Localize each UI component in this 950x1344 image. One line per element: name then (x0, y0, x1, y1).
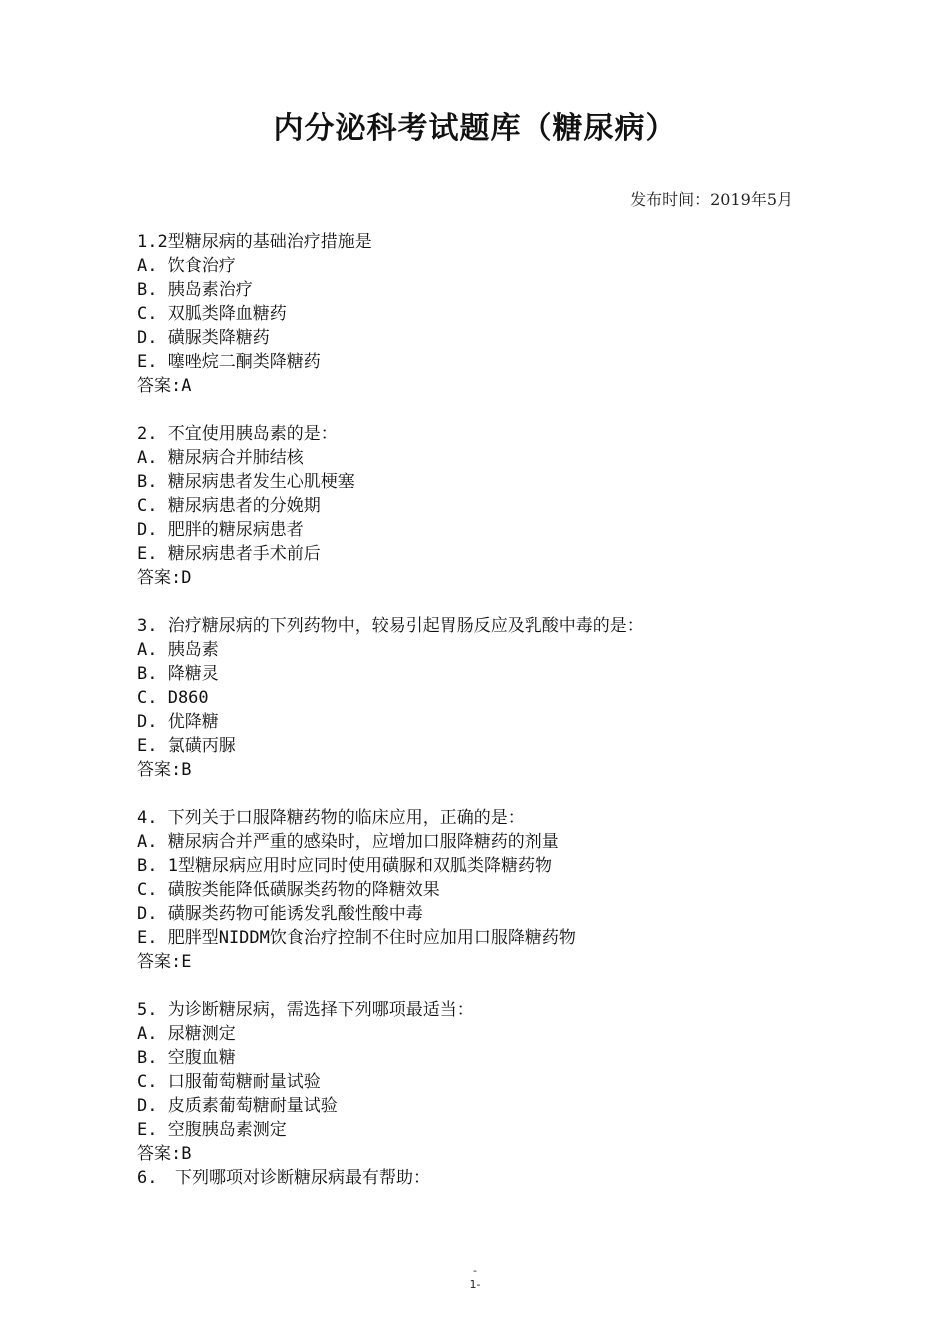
option-a: A. 饮食治疗 (137, 256, 236, 276)
answer: 答案:B (137, 760, 192, 780)
question-stem: 5. 为诊断糖尿病，需选择下列哪项最适当： (137, 1000, 474, 1020)
question-stem: 1.2型糖尿病的基础治疗措施是 (137, 232, 372, 252)
answer: 答案:A (137, 376, 192, 396)
option-b: B. 胰岛素治疗 (137, 280, 253, 300)
answer: 答案:B (137, 1144, 192, 1164)
option-d: D. 优降糖 (137, 712, 219, 732)
page-footer (0, 1264, 950, 1292)
option-a: A. 糖尿病合并严重的感染时，应增加口服降糖药的剂量 (137, 832, 559, 852)
option-e: E. 氯磺丙脲 (137, 736, 236, 756)
question-2 (137, 422, 837, 590)
option-c: C. 口服葡萄糖耐量试验 (137, 1072, 321, 1092)
question-5 (137, 998, 837, 1166)
option-d: D. 肥胖的糖尿病患者 (137, 520, 304, 540)
option-a: A. 尿糖测定 (137, 1024, 236, 1044)
option-e: E. 空腹胰岛素测定 (137, 1120, 287, 1140)
page-title: 内分泌科考试题库（糖尿病） (273, 111, 677, 146)
question-1 (137, 230, 837, 398)
question-stem: 3. 治疗糖尿病的下列药物中，较易引起胃肠反应及乳酸中毒的是： (137, 616, 644, 636)
option-b: B. 糖尿病患者发生心肌梗塞 (137, 472, 355, 492)
option-e: E. 肥胖型NIDDM饮食治疗控制不住时应加用口服降糖药物 (137, 928, 576, 948)
question-number: 6. (137, 1168, 158, 1188)
option-e: E. 噻唑烷二酮类降糖药 (137, 352, 321, 372)
option-d: D. 磺脲类降糖药 (137, 328, 270, 348)
question-stem: 2. 不宜使用胰岛素的是： (137, 424, 338, 444)
answer: 答案:E (137, 952, 192, 972)
question-6 (137, 1166, 837, 1190)
option-a: A. 胰岛素 (137, 640, 219, 660)
option-c: C. 糖尿病患者的分娩期 (137, 496, 321, 516)
question-stem (137, 1166, 837, 1190)
option-a: A. 糖尿病合并肺结核 (137, 448, 304, 468)
question-3 (137, 614, 837, 782)
footer-dash: - (473, 1264, 477, 1277)
question-text: 下列哪项对诊断糖尿病最有帮助： (175, 1168, 430, 1188)
option-e: E. 糖尿病患者手术前后 (137, 544, 321, 564)
question-list (137, 230, 837, 1214)
option-d: D. 磺脲类药物可能诱发乳酸性酸中毒 (137, 904, 423, 924)
question-4 (137, 806, 837, 974)
option-c: C. D860 (137, 688, 209, 708)
option-c: C. 磺胺类能降低磺脲类药物的降糖效果 (137, 880, 440, 900)
answer: 答案:D (137, 568, 192, 588)
page-number: 1- (469, 1278, 481, 1291)
publish-date: 发布时间：2019年5月 (630, 190, 793, 209)
question-stem: 4. 下列关于口服降糖药物的临床应用，正确的是： (137, 808, 525, 828)
option-c: C. 双胍类降血糖药 (137, 304, 287, 324)
option-b: B. 空腹血糖 (137, 1048, 236, 1068)
option-b: B. 1型糖尿病应用时应同时使用磺脲和双胍类降糖药物 (137, 856, 552, 876)
option-b: B. 降糖灵 (137, 664, 219, 684)
option-d: D. 皮质素葡萄糖耐量试验 (137, 1096, 338, 1116)
